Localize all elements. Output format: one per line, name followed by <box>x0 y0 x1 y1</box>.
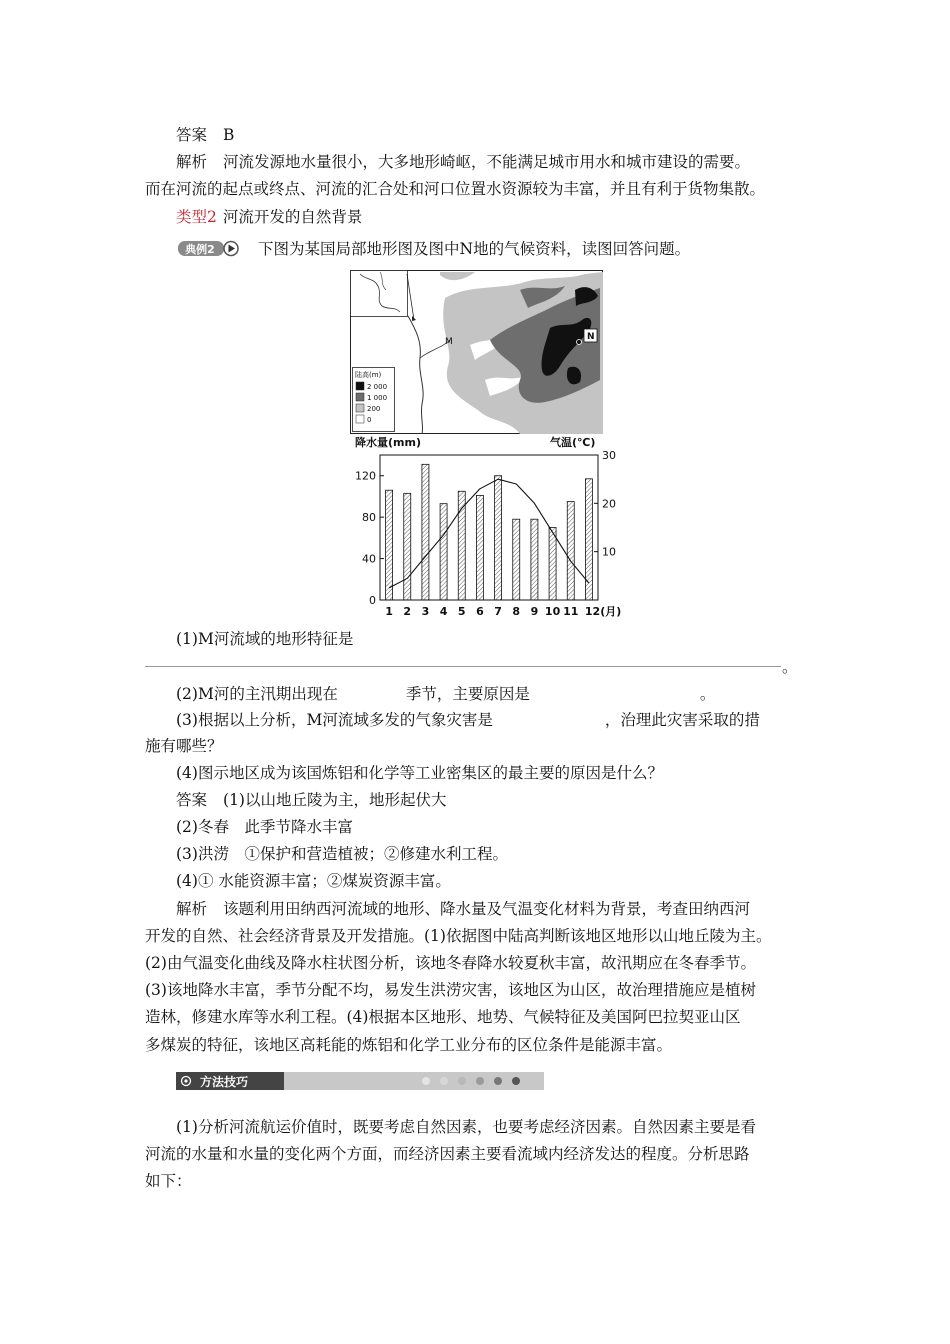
precip-bar <box>404 493 411 600</box>
answer-1: 答案 B <box>176 126 235 144</box>
precip-bar <box>567 502 574 600</box>
question-4: (4)图示地区成为该国炼铝和化学等工业密集区的最主要的原因是什么？ <box>176 764 663 782</box>
analysis-2-line-5: 造林，修建水库等水利工程。(4)根据本区地形、地势、气候特征及美国阿巴拉契亚山区 <box>145 1008 741 1026</box>
precip-bar <box>422 464 429 600</box>
temperature-line <box>389 479 589 588</box>
left-axis-label: 降水量(mm) <box>355 436 421 449</box>
analysis-1-line-2: 而在河流的起点或终点、河流的汇合处和河口位置水资源较为丰富，并且有利于货物集散。 <box>145 180 766 198</box>
right-axis-label: 气温(℃) <box>550 436 596 449</box>
analysis-2-line-6: 多煤炭的特征，该地区高耗能的炼铝和化学工业分布的区位条件是能源丰富。 <box>145 1036 673 1054</box>
example-prompt: 下图为某国局部地形图及图中N地的气候资料，读图回答问题。 <box>258 240 691 258</box>
terrain-map <box>350 270 603 434</box>
type-2-title: 河流开发的自然背景 <box>222 208 363 226</box>
analysis-2-line-1: 解析 该题利用田纳西河流域的地形、降水量及气温变化材料为背景，考查田纳西河 <box>176 900 751 918</box>
month-label: 5 <box>457 605 466 618</box>
precip-bar <box>513 519 520 600</box>
map-label-m: M <box>445 337 453 347</box>
month-label: 12(月) <box>584 605 622 618</box>
question-3-line-2: 施有哪些？ <box>145 737 223 755</box>
analysis-2-line-2: 开发的自然、社会经济背景及开发措施。(1)依据图中陆高判断该地区地形以山地丘陵为主。 <box>145 927 772 945</box>
analysis-2-line-4: (3)该地降水丰富，季节分配不均，易发生洪涝灾害，该地区为山区，故治理措施应是植树 <box>145 981 756 999</box>
month-label: 4 <box>439 605 448 618</box>
left-tick-label: 80 <box>362 511 376 525</box>
type-2-heading <box>176 206 841 228</box>
precip-bar <box>440 504 447 600</box>
question-2: (2)M河的主汛期出现在 季节，主要原因是 。 <box>176 685 716 703</box>
svg-text:2 000: 2 000 <box>367 383 388 391</box>
month-label: 6 <box>476 605 484 618</box>
answer-2-line-1: 答案 (1)以山地丘陵为主，地形起伏大 <box>176 791 447 809</box>
location-n-marker <box>577 340 582 345</box>
svg-text:200: 200 <box>367 405 381 413</box>
month-label: 7 <box>494 605 502 618</box>
svg-text:0: 0 <box>367 416 372 424</box>
precip-bar <box>531 519 538 600</box>
month-label: 10 <box>544 605 561 618</box>
month-label: 9 <box>530 605 539 618</box>
answer-blank-line-1[interactable] <box>145 666 781 667</box>
tips-paragraph-line-1: (1)分析河流航运价值时，既要考虑自然因素，也要考虑经济因素。自然因素主要是看 <box>176 1118 756 1136</box>
month-label: 8 <box>512 605 521 618</box>
precip-bar <box>495 476 502 600</box>
tips-title: 方法技巧 <box>200 1075 249 1089</box>
precip-bar <box>549 528 556 601</box>
right-tick-label: 20 <box>602 497 616 511</box>
type-2-label: 类型2 <box>176 208 217 226</box>
right-tick-label: 10 <box>602 545 616 559</box>
svg-text:1 000: 1 000 <box>367 394 388 402</box>
example-badge <box>178 240 240 257</box>
question-1: (1)M河流域的地形特征是 <box>176 630 354 648</box>
precip-bar <box>585 479 592 600</box>
climate-chart <box>345 432 625 630</box>
precip-bar <box>386 490 393 600</box>
method-tips-bar <box>176 1072 544 1090</box>
answer-2-line-2: (2)冬春 此季节降水丰富 <box>176 818 353 836</box>
question-1-end: 。 <box>782 658 798 676</box>
svg-text:陆高(m): 陆高(m) <box>355 371 382 379</box>
month-label: 3 <box>421 605 430 618</box>
question-3: (3)根据以上分析，M河流域多发的气象灾害是 ，治理此灾害采取的措 <box>176 711 760 729</box>
tips-paragraph-line-2: 河流的水量和水量的变化两个方面，而经济因素主要看流域内经济发达的程度。分析思路 <box>145 1145 750 1163</box>
inset-map <box>351 271 408 317</box>
analysis-2-line-3: (2)由气温变化曲线及降水柱状图分析，该地冬春降水较夏秋丰富，故汛期应在冬春季节。 <box>145 954 756 972</box>
left-tick-label: 120 <box>355 469 376 483</box>
precip-bar <box>476 495 483 600</box>
right-tick-label: 30 <box>602 449 616 462</box>
month-label: 11 <box>563 605 579 618</box>
left-tick-label: 0 <box>369 594 376 607</box>
plot-frame <box>380 455 598 600</box>
analysis-1-line-1: 解析 河流发源地水量很小，大多地形崎岖，不能满足城市用水和城市建设的需要。 <box>176 153 751 171</box>
answer-2-line-3: (3)洪涝 ①保护和营造植被；②修建水利工程。 <box>176 845 508 863</box>
left-tick-label: 40 <box>362 552 376 566</box>
svg-text:典例2: 典例2 <box>185 243 215 256</box>
map-legend <box>353 368 395 432</box>
tips-paragraph-line-3: 如下： <box>145 1172 192 1190</box>
answer-2-line-4: (4)① 水能资源丰富；②煤炭资源丰富。 <box>176 872 451 890</box>
month-label: 1 <box>385 605 393 618</box>
map-label-n: N <box>587 332 595 342</box>
month-label: 2 <box>403 605 412 618</box>
